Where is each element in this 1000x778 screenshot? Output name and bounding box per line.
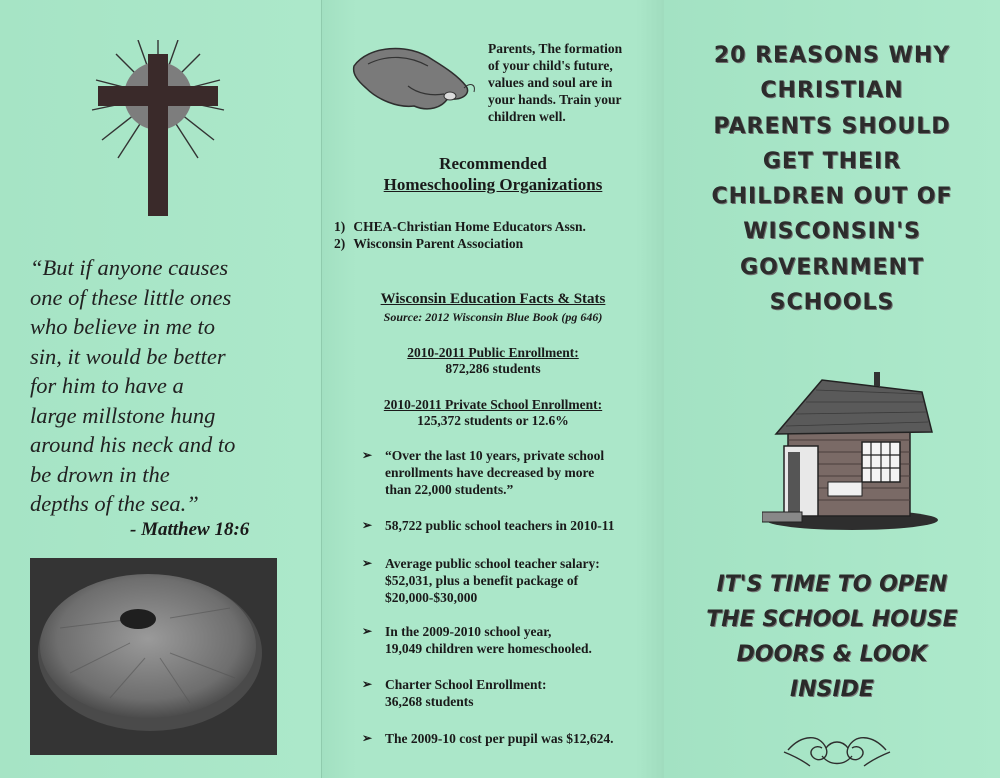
arrow-bullet-icon: ➢ (362, 556, 373, 570)
cover-title: 20 REASONS WHY CHRISTIAN PARENTS SHOULD GET THEIR CHILDREN OUT OF WISCONSIN'S GOVERNMENT SCHOOLS (711, 43, 953, 316)
cover-panel (664, 0, 1000, 778)
verse-line: for him to have a (30, 373, 184, 398)
public-enrollment-label: 2010-2011 Public Enrollment: (407, 345, 579, 360)
parents-line: your hands. Train your (488, 92, 622, 107)
middle-panel: Parents, The formation of your child's future, values and soul are in your hands. Train your children well. Recommended Homeschooling Organizations 1) CHEA-Christian Home Educators Assn. 2) Wisconsin Parent Association Wisconsin Education Facts & Stats Source: 2012 Wisconsin Blue Book (pg 646) 2010-2011 Public Enrollment: 872,286 students 2010-2011 Private School Enrollment: 125,372 students or 12.6% ➢ “Over the last 10 years, private school enrollments have decreased by more than 22,000 students.” ➢ 58,722 public school teachers in 2010-11 ➢ Average public school teacher salary: $52,031, plus a benefit package of $20,000-$30,000 ➢ In the 2009-2010 school year, 19,049 children were homeschooled. ➢ Charter School Enrollment: 36,268 students ➢ The 2009-10 cost per pupil was $12,624. (322, 0, 664, 778)
arrow-bullet-icon: ➢ (362, 624, 373, 638)
arrow-bullet-icon: ➢ (362, 731, 373, 745)
call-to-action: IT'S TIME TO OPEN THE SCHOOL HOUSE DOORS & LOOK INSIDE (706, 572, 958, 702)
verse-reference: - Matthew 18:6 (130, 519, 250, 540)
verse-line: one of these little ones (30, 284, 232, 310)
homeschooling-orgs-label: Homeschooling Organizations (383, 175, 603, 194)
verse-line: who believe in me to (30, 314, 215, 339)
facts-heading: Wisconsin Education Facts & Stats (380, 291, 606, 307)
verse-line: be drown in the (30, 461, 170, 487)
flourish-ornament-icon (782, 726, 892, 770)
arrow-bullet-icon: ➢ (362, 448, 373, 462)
facts-source: Source: 2012 Wisconsin Blue Book (pg 646) (383, 310, 603, 324)
verse-line: “But if anyone causes (30, 255, 229, 280)
cross-icon (88, 40, 228, 220)
bible-verse (30, 253, 315, 519)
public-enrollment-value: 872,286 students (445, 361, 541, 376)
verse-line: sin, it would be better (30, 343, 226, 369)
parents-line: Parents, The formation (488, 41, 623, 56)
verse-line: around his neck and to (30, 432, 236, 457)
left-panel (0, 0, 322, 778)
arrow-bullet-icon: ➢ (362, 677, 373, 691)
parents-line: children well. (488, 109, 566, 124)
parents-message (488, 40, 658, 125)
parents-line: of your child's future, (488, 58, 613, 73)
parents-line: values and soul are in (488, 75, 613, 90)
recommended-label: Recommended (439, 154, 547, 173)
verse-line: depths of the sea.” (30, 491, 199, 516)
private-enrollment-value: 125,372 students or 12.6% (417, 413, 569, 428)
recommended-heading (322, 153, 664, 195)
hand-icon (348, 36, 478, 116)
private-enrollment (322, 397, 664, 429)
organization-item: 2) Wisconsin Parent Association (334, 236, 524, 251)
schoolhouse-image (762, 370, 942, 535)
private-enrollment-label: 2010-2011 Private School Enrollment: (383, 397, 603, 412)
millstone-image (30, 558, 277, 755)
organization-list (334, 218, 586, 252)
arrow-bullet-icon: ➢ (362, 518, 373, 532)
public-enrollment (322, 345, 664, 377)
verse-line: large millstone hung (30, 402, 216, 428)
organization-item: 1) CHEA-Christian Home Educators Assn. (334, 219, 586, 234)
